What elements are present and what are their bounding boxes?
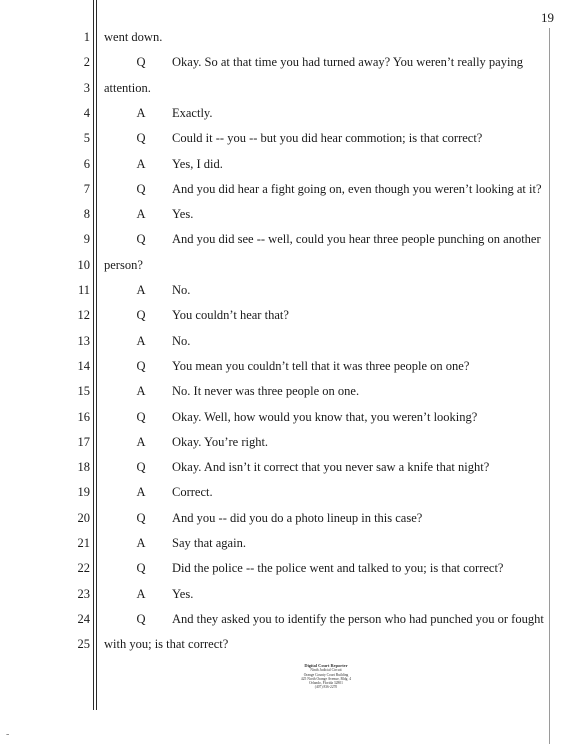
line-text: Okay. You’re right. — [172, 434, 269, 449]
corner-mark: - — [6, 729, 10, 740]
line-text: No. — [172, 333, 191, 348]
line-number: 5 — [83, 131, 90, 146]
line-text: Yes, I did. — [172, 156, 223, 171]
line-number: 10 — [77, 257, 90, 272]
line-number: 19 — [77, 485, 90, 500]
line-text: Correct. — [172, 485, 213, 500]
reporter-stamp — [262, 664, 390, 690]
reporter-line: (407) 836-2270 — [314, 685, 338, 690]
speaker-label: Q — [136, 460, 146, 475]
line-text: And you did hear a fight going on, even though you weren’t looking at it? — [172, 181, 542, 196]
transcript-line — [0, 27, 560, 47]
line-text: And they asked you to identify the person who had punched you or fought — [172, 611, 544, 626]
speaker-label: A — [136, 586, 146, 601]
line-text: And you did see -- well, could you hear three people punching on another — [172, 232, 541, 247]
line-number: 7 — [83, 181, 90, 196]
speaker-label: Q — [136, 181, 146, 196]
line-number: 6 — [83, 156, 90, 171]
speaker-label: Q — [136, 358, 146, 373]
line-number: 20 — [77, 510, 90, 525]
line-number: 17 — [77, 434, 90, 449]
speaker-label: Q — [136, 510, 146, 525]
transcript-line — [0, 482, 560, 502]
line-number: 1 — [83, 30, 90, 44]
transcript-line — [0, 634, 560, 654]
line-text: with you; is that correct? — [104, 637, 229, 652]
speaker-label: Q — [136, 561, 146, 576]
transcript-line — [0, 78, 560, 98]
transcript-line — [0, 305, 560, 325]
speaker-label: Q — [136, 55, 146, 70]
line-text: Yes. — [172, 207, 194, 222]
reporter-title: Digital Court Reporter — [304, 663, 348, 668]
transcript-line — [0, 432, 560, 452]
line-number: 18 — [77, 460, 90, 475]
transcript-line — [0, 533, 560, 553]
line-text: No. — [172, 283, 191, 297]
speaker-label: Q — [136, 131, 146, 146]
transcript-line — [0, 584, 560, 604]
line-text: attention. — [104, 80, 151, 95]
transcript-line — [0, 229, 560, 249]
line-text: Exactly. — [172, 105, 213, 120]
line-number: 21 — [77, 536, 90, 550]
reporter-line: Ninth Judicial Circuit — [310, 668, 342, 673]
line-text: And you -- did you do a photo lineup in this case? — [172, 510, 423, 525]
reporter-line: Orlando, Florida 32801 — [309, 681, 343, 686]
speaker-label: A — [136, 105, 146, 120]
transcript-line — [0, 381, 560, 401]
line-text: You couldn’t hear that? — [172, 308, 289, 323]
line-text: You mean you couldn’t tell that it was three people on one? — [172, 358, 470, 373]
transcript-line — [0, 204, 560, 224]
line-text: went down. — [104, 30, 163, 44]
transcript-line — [0, 609, 560, 629]
transcript-line — [0, 356, 560, 376]
line-text: Yes. — [172, 586, 194, 601]
line-number: 24 — [77, 611, 90, 626]
transcript-line — [0, 457, 560, 477]
transcript-line — [0, 103, 560, 123]
line-text: Say that again. — [172, 536, 246, 550]
line-text: No. It never was three people on one. — [172, 384, 360, 399]
line-text: Did the police -- the police went and talked to you; is that correct? — [172, 561, 504, 576]
line-number: 4 — [83, 105, 90, 120]
speaker-label: A — [136, 156, 146, 171]
transcript-line — [0, 179, 560, 199]
speaker-label: A — [136, 384, 146, 399]
reporter-line: 425 North Orange Avenue, Bldg. 4 — [300, 676, 352, 681]
transcript-line — [0, 52, 560, 72]
transcript-line — [0, 280, 560, 300]
transcript-line — [0, 154, 560, 174]
reporter-line: Orange County Court Building — [303, 672, 349, 677]
line-text: Could it -- you -- but you did hear commotion; is that correct? — [172, 131, 483, 146]
line-number: 25 — [77, 637, 90, 652]
line-number: 2 — [83, 55, 90, 70]
speaker-label: Q — [136, 308, 146, 323]
line-number: 3 — [83, 80, 90, 95]
transcript-line — [0, 128, 560, 148]
line-text: person? — [104, 257, 143, 272]
speaker-label: A — [136, 485, 146, 500]
line-number: 23 — [77, 586, 90, 601]
line-number: 15 — [77, 384, 90, 399]
speaker-label: A — [136, 207, 146, 222]
transcript-line — [0, 407, 560, 427]
speaker-label: A — [136, 434, 146, 449]
speaker-label: Q — [136, 409, 146, 424]
line-number: 22 — [77, 561, 90, 576]
line-number: 16 — [77, 409, 90, 424]
transcript-line — [0, 331, 560, 351]
line-number: 8 — [83, 207, 90, 222]
line-number: 14 — [77, 358, 90, 373]
speaker-label: A — [136, 283, 146, 297]
line-text: Okay. And isn’t it correct that you never saw a knife that night? — [172, 460, 490, 475]
speaker-label: A — [136, 536, 146, 550]
transcript-line — [0, 508, 560, 528]
line-number: 12 — [77, 308, 90, 323]
transcript-line — [0, 255, 560, 275]
page-number: 19 — [541, 10, 554, 25]
line-text: Okay. So at that time you had turned away? You weren’t really paying — [172, 55, 523, 70]
transcript-line — [0, 558, 560, 578]
line-number: 9 — [83, 232, 90, 247]
speaker-label: Q — [136, 232, 146, 247]
speaker-label: A — [136, 333, 146, 348]
line-number: 11 — [77, 283, 90, 297]
line-text: Okay. Well, how would you know that, you weren’t looking? — [172, 409, 478, 424]
speaker-label: Q — [136, 611, 146, 626]
line-number: 13 — [77, 333, 90, 348]
